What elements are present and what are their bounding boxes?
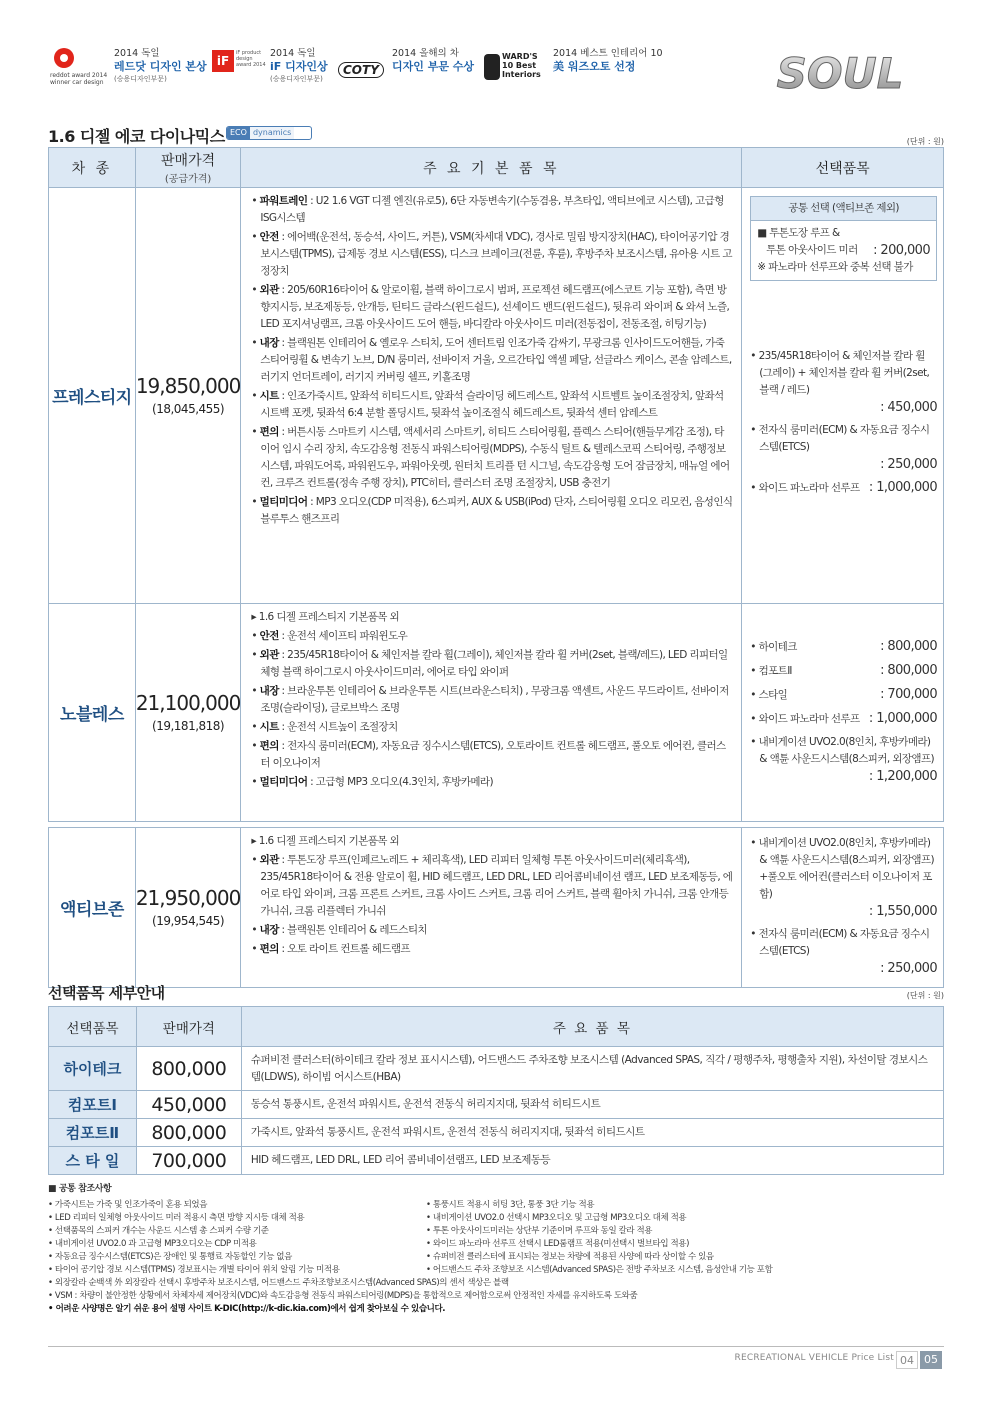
footer bbox=[48, 1346, 944, 1367]
kdic-note: • 어려운 사양명은 알기 쉬운 용어 설명 사이트 K-DIC(http://k-dic.kia.com)에서 쉽게 찾아보실 수 있습니다. bbox=[48, 1304, 446, 1314]
page-number-right: 05 bbox=[920, 1351, 942, 1369]
svg-text:SOUL: SOUL bbox=[776, 50, 904, 96]
notes-title: ■ 공통 참조사항 bbox=[48, 1184, 112, 1194]
award-if-logo: iF iF product design award 2014 bbox=[212, 50, 266, 82]
trim-name: 프레스티지 bbox=[49, 188, 136, 604]
list-item: • 파워트레인 : U2 1.6 VGT 디젤 엔진(유로5), 6단 자동변속기(수동겸용, 부츠타입, 액티브에코 시스템), 고급형 ISG시스템 bbox=[251, 195, 724, 224]
list-item: • 안전 : 운전석 세이프티 파워윈도우 bbox=[251, 630, 408, 642]
list-item: • 컴포트Ⅱ : 800,000 bbox=[750, 662, 937, 678]
list-item: • 하이테크 : 800,000 bbox=[750, 638, 937, 654]
award-coty: 2014 올해의 차 디자인 부문 수상 bbox=[392, 48, 475, 74]
list-item: • 시트 : 인조가죽시트, 앞좌석 히티드시트, 앞좌석 슬라이딩 헤드레스트, 앞좌석 시트벨트 높이조절장치, 앞좌석 시트백 포켓, 뒷좌석 6:4 분할 폴딩시트, 뒷좌석 높이조절식 헤드레스트, 뒷좌석 센터 암레스트 bbox=[251, 390, 724, 419]
list-item: • 투톤 아웃사이드미러는 상단부 기준이며 루프와 동일 칼라 적용 bbox=[426, 1226, 653, 1236]
base-note: ▸ 1.6 디젤 프레스티지 기본품목 외 bbox=[251, 835, 400, 847]
table-row: 하이테크 800,000 슈퍼비전 클러스터(하이테크 칼라 정보 표시시스템), 어드밴스드 주차조향 보조시스템 (Advanced SPAS, 직각 / 평행주차, 평행출차 지원), 차선이탈 경보시스템(LDWS), 하이빔 어시스트(HBA) bbox=[49, 1047, 944, 1091]
list-item: • 어드밴스드 주차 조향보조 시스템(Advanced SPAS)은 전방 주차보조 시스템, 음성안내 기능 포함 bbox=[426, 1265, 773, 1275]
base-note: ▸ 1.6 디젤 프레스티지 기본품목 외 bbox=[251, 611, 400, 623]
list-item: • 편의 : 전자식 룸미러(ECM), 자동요금 징수시스템(ETCS), 오토라이트 컨트롤 헤드램프, 풀오토 에어컨, 클러스터 이오나이저 bbox=[251, 740, 726, 769]
list-item: • 내비게이션 UVO2.0 과 고급형 MP3오디오는 CDP 미적용 bbox=[48, 1239, 257, 1249]
list-item: • 스타일 : 700,000 bbox=[750, 686, 937, 702]
award-reddot: 2014 독일 레드닷 디자인 본상 (승용디자인부문) bbox=[114, 48, 207, 83]
list-item: • VSM : 차량이 불안정한 상황에서 차체자세 제어장치(VDC)와 속도감응형 전동식 파워스티어링(MDPS)을 통합적으로 제어함으로써 안정적인 자세를 유지하도록 도와줌 bbox=[48, 1291, 638, 1301]
eco-dynamics-badge: ECO dynamics bbox=[226, 126, 312, 140]
list-item: • 전자식 룸미러(ECM) & 자동요금 징수시스템(ETCS) : 250,000 bbox=[750, 424, 937, 472]
feature-list bbox=[241, 828, 742, 988]
list-item: • 통풍시트 적용시 히팅 3단, 통풍 3단 기능 적용 bbox=[426, 1200, 595, 1210]
option-list bbox=[742, 828, 944, 988]
option-list bbox=[742, 604, 944, 822]
option-detail-table bbox=[48, 1006, 944, 1175]
header-features: 주 요 기 본 품 목 bbox=[241, 148, 742, 188]
table-row bbox=[49, 188, 944, 604]
list-item: • 편의 : 오토 라이트 컨트롤 헤드램프 bbox=[251, 943, 410, 955]
award-logo-text: reddot award 2014 winner car design bbox=[50, 72, 108, 86]
award-reddot-logo bbox=[50, 46, 110, 92]
trim-name: 노블레스 bbox=[49, 604, 136, 822]
list-item: • 가죽시트는 가죽 및 인조가죽이 혼용 되었음 bbox=[48, 1200, 208, 1210]
table-header bbox=[49, 148, 944, 188]
list-item: • 235/45R18타이어 & 체인저블 칼라 휠(그레이) + 체인저블 칼라 휠 커버(2set, 블랙 / 레드) : 450,000 bbox=[750, 350, 937, 415]
list-item: • 외관 : 205/60R16타이어 & 알로이휠, 블랙 하이그로시 범퍼, 프로젝션 헤드램프(에스코트 기능 포함), 측면 방향지시등, 보조제동등, 안개등, 틴티드 글라스(윈드쉴드), 선셰이드 밴드(윈드쉴드), 뒷유리 와이퍼 & 와셔 노즐, LED 포지셔닝램프, 크롬 아웃사이드 도어 핸들, 바디칼라 아웃사이드 미러(전동접이, 전동조절, 히팅기능) bbox=[251, 284, 730, 330]
list-item: • 안전 : 에어백(운전석, 동승석, 사이드, 커튼), VSM(차세대 VDC), 경사로 밀림 방지장치(HAC), 타이어공기압 경보시스템(TPMS), 급제동 경보 시스템(ESS), 디스크 브레이크(전륜, 후륜), 후방주차 보조시스템, 유아용 시트 고정장치 bbox=[251, 231, 732, 277]
section-title: 1.6 디젤 에코 다이나믹스 bbox=[48, 127, 225, 146]
header-trim: 차 종 bbox=[49, 148, 136, 188]
if-icon: iF bbox=[212, 50, 234, 72]
list-item: • 내장 : 블랙원톤 인테리어 & 옐로우 스티치, 도어 센터트림 인조가죽 감싸기, 무광크롬 인사이드도어핸들, 가죽스티어링휠 & 변속기 노브, D/N 룸미러, 선바이저 거울, 오르간타입 액셀 페달, 선글라스 케이스, 콘솔 암레스트, 러기지 언더트레이, 러기지 커버링 쉘프, 키홀조명 bbox=[251, 337, 732, 383]
common-notes bbox=[48, 1183, 948, 1316]
unit-label: (단위 : 원) bbox=[906, 137, 944, 146]
list-item: • 외관 : 235/45R18타이어 & 체인저블 칼라 휠(그레이), 체인저블 칼라 휠 커버(2set, 블랙/레드), LED 리피터일체형 블랙 하이그로시 아웃사이드미러, 에어로 타입 와이퍼 bbox=[251, 649, 728, 678]
trim-price: 19,850,000 (18,045,455) bbox=[135, 188, 241, 604]
common-option-box: 공통 선택 (액티브존 제외) ■ 투톤도장 루프 & 투톤 아웃사이드 미러 : 200,000 ※ 파노라마 선루프와 중복 선택 불가 bbox=[750, 196, 937, 281]
wards-icon bbox=[482, 52, 502, 82]
list-item: • 외장칼라 순백색 外 외장칼라 선택시 후방주차 보조시스템, 어드밴스드 주차조향보조시스템(Advanced SPAS)의 센서 색상은 블랙 bbox=[48, 1278, 509, 1288]
header-price: 판매가격 (공급가격) bbox=[135, 148, 241, 188]
list-item: • 타이어 공기압 경보 시스템(TPMS) 경보표시는 개별 타이어 위치 알림 기능 미적용 bbox=[48, 1265, 340, 1275]
list-item: • 와이드 파노라마 선루프 선택시 LED룸램프 적용(미선택시 벌브타입 적용) bbox=[426, 1239, 690, 1249]
list-item: • 외관 : 투톤도장 루프(인페르노레드 + 체리흑색), LED 리피터 일체형 투톤 아웃사이드미러(체리흑색), 235/45R18타이어 & 전용 알로이 휠, HID 헤드램프, LED DRL, LED 리어콤비네이션 램프, LED 보조제동등, 에어로 타입 와이퍼, 크롬 프론트 스커트, 크롬 사이드 스커트, 크롬 리어 스커트, 블랙 휠아치 가니쉬, 크롬 안개등 가니쉬, 크롬 리플렉터 가니쉬 bbox=[251, 854, 733, 917]
list-item: • 멀티미디어 : 고급형 MP3 오디오(4.3인치, 후방카메라) bbox=[251, 776, 493, 788]
feature-list bbox=[241, 188, 742, 604]
award-coty-logo: COTY bbox=[338, 52, 386, 86]
list-item: • 시트 : 운전석 시트높이 조절장치 bbox=[251, 721, 398, 733]
trim-price: 21,100,000 (19,181,818) bbox=[135, 604, 241, 822]
table-row: 스 타 일 700,000 HID 헤드램프, LED DRL, LED 리어 콤비네이션램프, LED 보조제동등 bbox=[49, 1147, 944, 1175]
list-item: • 슈퍼비전 클러스터에 표시되는 정보는 차량에 적용된 사양에 따라 상이할 수 있음 bbox=[426, 1252, 714, 1262]
soul-logo-icon bbox=[736, 50, 944, 96]
table-header: 선택품목 판매가격 주 요 품 목 bbox=[49, 1007, 944, 1047]
option-detail-title: 선택품목 세부안내 bbox=[48, 984, 165, 1002]
list-item: • 와이드 파노라마 선루프 : 1,000,000 bbox=[750, 710, 937, 726]
list-item: • 멀티미디어 : MP3 오디오(CDP 미적용), 6스피커, AUX & USB(iPod) 단자, 스티어링휠 오디오 리모컨, 음성인식 블루투스 핸즈프리 bbox=[251, 496, 733, 525]
feature-list bbox=[241, 604, 742, 822]
unit-label: (단위 : 원) bbox=[906, 991, 944, 1000]
list-item: • 내비게이션 UVO2.0(8인치, 후방카메라) & 액튠 사운드시스템(8스피커, 외장앰프) +풀오토 에어컨(클러스터 이오나이저 포함) : 1,550,000 bbox=[750, 837, 937, 919]
list-item: • 편의 : 버튼시동 스마트키 시스템, 액세서리 스마트키, 히티드 스티어링휠, 플렉스 스티어(핸들무게감 조정), 타이어 임시 수리 장치, 속도감응형 전동식 파워스티어링(MDPS), 수동식 틸트 & 텔레스코픽 스티어링, 주행정보 시스템, 파워도어록, 파워윈도우, 파워아웃렛, 원터치 트리플 턴 시그널, 속도감응형 도어 잠금장치, 매뉴얼 에어컨, 크루즈 컨트롤(정속 주행 장치), PTC히터, 클러스터 조명 조절장치, USB 충전기 bbox=[251, 426, 730, 489]
list-item: • 와이드 파노라마 선루프 : 1,000,000 bbox=[750, 480, 937, 495]
trim-name: 액티브존 bbox=[49, 828, 136, 988]
list-item: • 내장 : 브라운투톤 인테리어 & 브라운투톤 시트(브라운스티치) , 무광크롬 액센트, 사운드 무드라이트, 선바이저 조명(슬라이딩), 글로브박스 조명 bbox=[251, 685, 729, 714]
footer-text: RECREATIONAL VEHICLE Price List bbox=[734, 1353, 894, 1363]
soul-logo bbox=[736, 50, 944, 96]
award-wards: 2014 베스트 인테리어 10 美 워즈오토 선정 bbox=[553, 48, 663, 74]
table-row bbox=[49, 604, 944, 822]
header-options: 선택품목 bbox=[742, 148, 944, 188]
table-row: 컴포트Ⅰ 450,000 동승석 통풍시트, 운전석 파워시트, 운전석 전동식 허리지지대, 뒷좌석 히티드시트 bbox=[49, 1091, 944, 1119]
list-item: • LED 리피터 일체형 아웃사이드 미러 적용시 측면 방향 지시등 대체 적용 bbox=[48, 1213, 305, 1223]
price-table bbox=[48, 147, 944, 988]
award-if: 2014 독일 iF 디자인상 (승용디자인부문) bbox=[270, 48, 328, 83]
list-item: • 자동요금 징수시스템(ETCS)은 장애인 및 통행료 자동할인 기능 없음 bbox=[48, 1252, 292, 1262]
list-item: • 선택품목의 스피커 개수는 사운드 시스템 총 스피커 수량 기준 bbox=[48, 1226, 269, 1236]
list-item: • 전자식 룸미러(ECM) & 자동요금 징수시스템(ETCS) : 250,000 bbox=[750, 928, 937, 976]
option-list bbox=[742, 188, 944, 604]
list-item: • 내장 : 블랙원톤 인테리어 & 레드스티치 bbox=[251, 924, 428, 936]
table-row: 컴포트Ⅱ 800,000 가죽시트, 앞좌석 통풍시트, 운전석 파워시트, 운전석 전동식 허리지지대, 뒷좌석 히티드시트 bbox=[49, 1119, 944, 1147]
trim-price: 21,950,000 (19,954,545) bbox=[135, 828, 241, 988]
list-item: • 내비게이션 UVO2.0(8인치, 후방카메라) & 액튠 사운드시스템(8스피커, 외장앰프) : 1,200,000 bbox=[750, 735, 937, 784]
list-item: • 내비게이션 UVO2.0 선택시 MP3오디오 및 고급형 MP3오디오 대체 적용 bbox=[426, 1213, 687, 1223]
page-number-left: 04 bbox=[896, 1351, 918, 1369]
award-wards-logo: WARD'S 10 Best Interiors bbox=[482, 50, 548, 86]
table-row bbox=[49, 828, 944, 988]
